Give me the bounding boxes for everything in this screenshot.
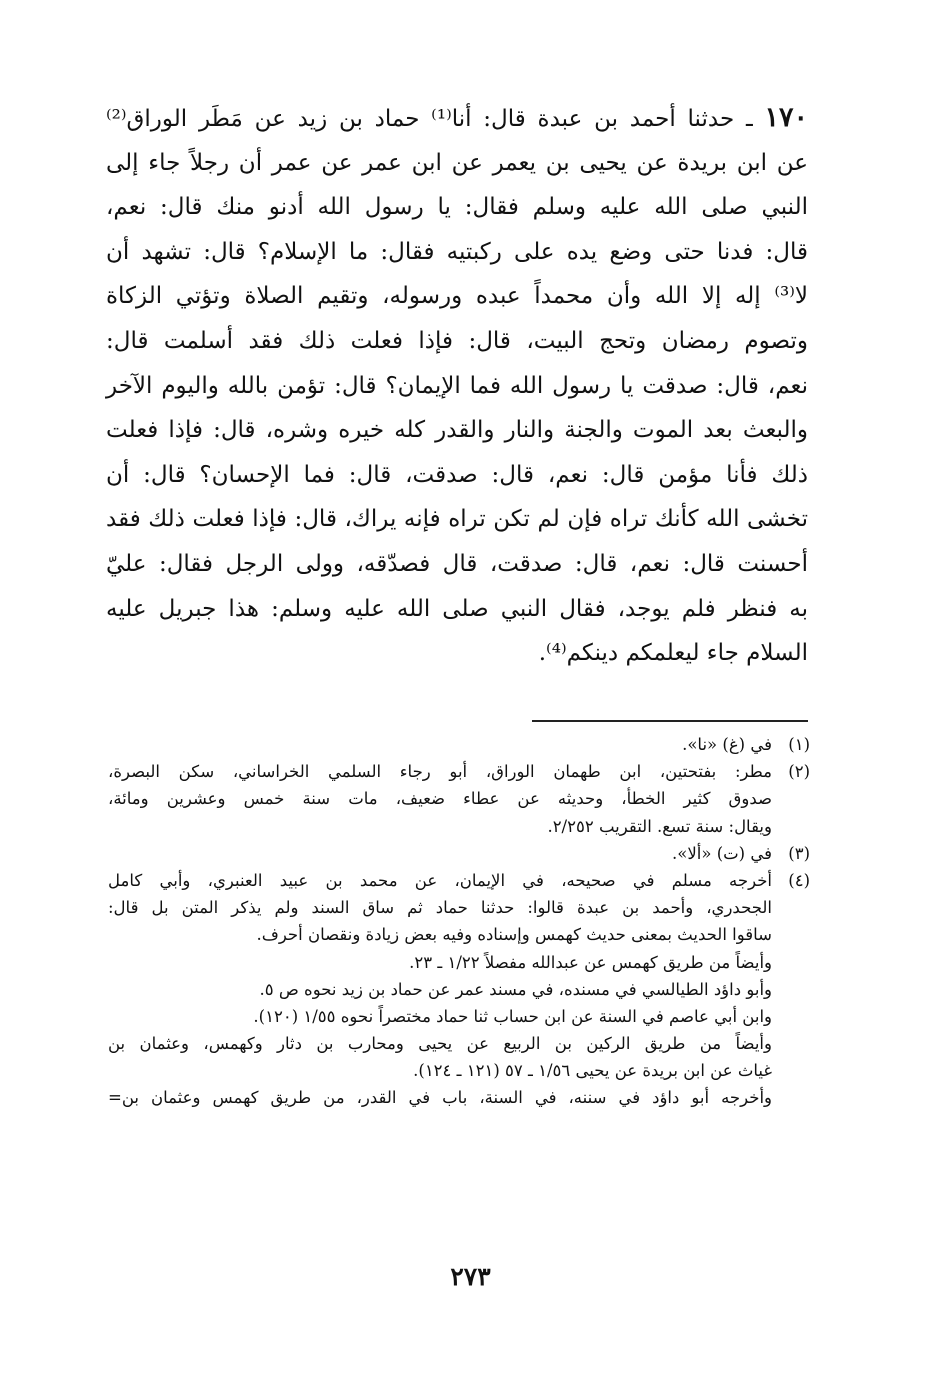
hadith-number: ١٧٠ bbox=[764, 102, 808, 133]
hadith-line: به فنظر فلم يوجد، فقال النبي صلى الله عليه وسلم: هذا جبريل عليه bbox=[106, 595, 808, 622]
hadith-line: النبي صلى الله عليه وسلم فقال: يا رسول الله أدنو منك قال: نعم، bbox=[106, 194, 808, 221]
footnote-divider bbox=[532, 720, 808, 722]
footnote-3 bbox=[108, 840, 810, 867]
footnote-1 bbox=[108, 731, 810, 758]
footnote-line: وأخرجه أبو داؤد في سننه، في السنة، باب في القدر، من طريق كهمس وعثمان بن= bbox=[108, 1088, 772, 1108]
hadith-line: وتصوم رمضان وتحج البيت، قال: فإذا فعلت ذلك فقد أسلمت قال: bbox=[106, 327, 808, 354]
footnote-2 bbox=[108, 758, 810, 840]
footnote-continuation bbox=[108, 1084, 810, 1111]
footnote-line: غياث عن ابن بريدة عن يحيى ١/٥٦ ـ ٥٧ (١٢١ ـ ١٢٤). bbox=[413, 1061, 772, 1081]
hadith-line: ١٧٠ ـ حدثنا أحمد بن عبدة قال: أنا⁽¹⁾ حماد بن زيد عن مَطَر الوراق⁽²⁾ bbox=[106, 102, 808, 133]
footnote-line: ويقال: سنة تسع. التقريب ٢/٢٥٢. bbox=[547, 816, 772, 836]
footnote-line: أخرجه مسلم في صحيحه، في الإيمان، عن محمد بن عبيد العنبري، وأبي كامل bbox=[108, 870, 772, 890]
footnote-line: الجحدري، وأحمد بن عبدة قالوا: حدثنا حماد ثم ساق السند ولم يذكر المتن بل قال: bbox=[108, 898, 772, 918]
footnote-line: مطر: بفتحتين، ابن طهمان الوراق، أبو رجاء السلمي الخراساني، سكن البصرة، bbox=[108, 762, 772, 782]
footnote-number: (١) bbox=[788, 735, 810, 754]
footnote-line: وأبو داؤد الطيالسي في مسنده، في مسند عمر عن حماد بن زيد نحوه ص ٥. bbox=[259, 979, 772, 999]
footnote-line: صدوق كثير الخطأ، وحديثه عن عطاء ضعيف، مات سنة خمس وعشرين ومائة، bbox=[108, 789, 772, 809]
hadith-line: قال: فدنا حتى وضع يده على ركبتيه فقال: ما الإسلام؟ قال: تشهد أن bbox=[106, 238, 808, 265]
footnote-line: وابن أبي عاصم في السنة عن ابن حساب ثنا حماد مختصراً نحوه ١/٥٥ (١٢٠). bbox=[253, 1006, 772, 1026]
footnote-number: (٢) bbox=[788, 762, 810, 782]
footnote-line: في (غ) «نا». bbox=[682, 735, 772, 754]
hadith-line: لا⁽³⁾ إله إلا الله وأن محمداً عبده ورسوله، وتقيم الصلاة وتؤتي الزكاة bbox=[106, 283, 808, 310]
page-number: ٢٧٣ bbox=[450, 1262, 491, 1291]
hadith-line: ذلك فأنا مؤمن قال: نعم، قال: صدقت، قال: فما الإحسان؟ قال: أن bbox=[106, 461, 808, 488]
footnote-4 bbox=[108, 867, 810, 1085]
hadith-line: نعم، قال: صدقت يا رسول الله فما الإيمان؟ قال: تؤمن بالله واليوم الآخر bbox=[106, 372, 808, 399]
footnotes bbox=[108, 731, 810, 1112]
hadith-line: السلام جاء ليعلمكم دينكم⁽⁴⁾. bbox=[538, 640, 808, 667]
footnote-line: ساقوا الحديث بمعنى حديث كهمس وإسناده وفيه بعض زيادة ونقصان أحرف. bbox=[256, 925, 772, 945]
footnote-number: (٤) bbox=[788, 870, 810, 890]
hadith-line: أحسنت قال: نعم، قال: صدقت، قال فصدّقه، وولى الرجل فقال: عليّ bbox=[106, 550, 808, 577]
hadith-text bbox=[106, 96, 808, 676]
hadith-line: والبعث بعد الموت والجنة والنار والقدر كله خيره وشره، قال: فإذا فعلت bbox=[106, 417, 808, 444]
footnote-number: (٣) bbox=[788, 843, 810, 863]
hadith-line: تخشى الله كأنك تراه فإن لم تكن تراه فإنه يراك، قال: فإذا فعلت ذلك فقد bbox=[106, 506, 808, 533]
footnote-line: وأيضاً من طريق الركين بن الربيع عن يحيى ومحارب بن دثار وكهمس، وعثمان بن bbox=[108, 1034, 772, 1054]
hadith-line: عن ابن بريدة عن يحيى بن يعمر عن ابن عمر عن عمر أن رجلاً جاء إلى bbox=[106, 149, 809, 176]
footnote-line: وأيضاً من طريق كهمس عن عبدالله مفصلاً ١/٢٢ ـ ٢٣. bbox=[409, 952, 772, 972]
footnote-line: في (ت) «ألا». bbox=[672, 843, 772, 863]
